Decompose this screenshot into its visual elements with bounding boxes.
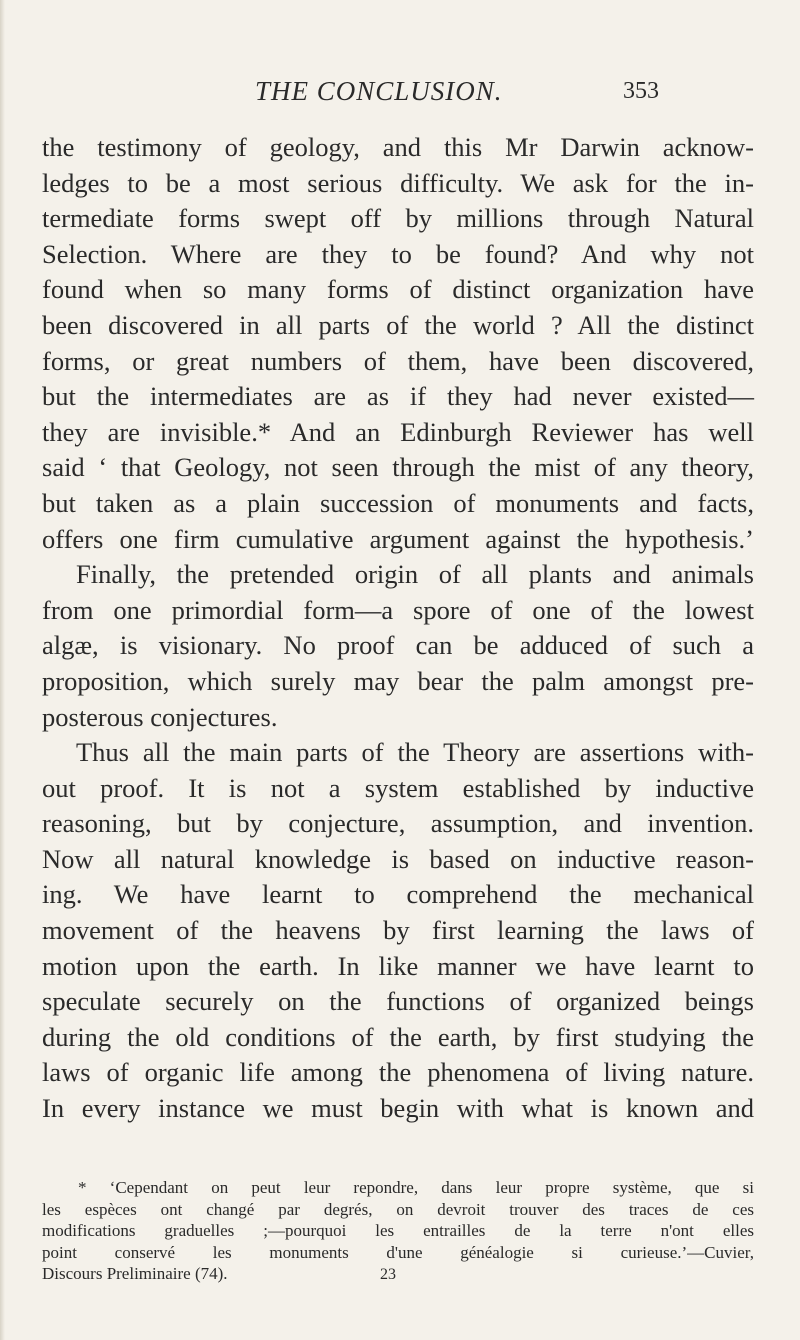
- text-line: reasoning, but by conjecture, assumption, and invention.: [42, 808, 754, 839]
- text-line: been discovered in all parts of the world ? All the distinct: [42, 309, 754, 340]
- text-line: Now all natural knowledge is based on inductive reason-: [42, 843, 754, 874]
- running-head: THE CONCLUSION.: [255, 76, 503, 106]
- footnote-line: * ‘Cependant on peut leur repondre, dans leur propre système, que si: [78, 1178, 754, 1197]
- text-line: motion upon the earth. In like manner we have learnt to: [42, 950, 754, 981]
- page-number: 353: [623, 78, 659, 104]
- text-line: during the old conditions of the earth, by first studying the: [42, 1021, 754, 1052]
- text-line: Selection. Where are they to be found? And why not: [42, 238, 754, 269]
- text-line: In every instance we must begin with what is known and: [42, 1093, 754, 1124]
- text-line: the testimony of geology, and this Mr Darwin acknow-: [42, 132, 754, 162]
- text-line: termediate forms swept off by millions through Natural: [42, 203, 754, 234]
- text-line: said ‘ that Geology, not seen through the mist of any theory,: [42, 452, 754, 483]
- footnote-line: Discours Preliminaire (74).: [42, 1264, 228, 1283]
- binding-edge: [0, 0, 5, 1340]
- text-line: offers one firm cumulative argument against the hypothesis.’: [42, 523, 754, 554]
- text-line: ing. We have learnt to comprehend the mechanical: [42, 879, 754, 910]
- text-line: posterous conjectures.: [42, 701, 278, 732]
- text-line: Finally, the pretended origin of all plants and animals: [76, 559, 754, 590]
- text-line: from one primordial form—a spore of one of the lowest: [42, 594, 754, 625]
- text-line: Thus all the main parts of the Theory are assertions with-: [76, 737, 754, 768]
- text-line: laws of organic life among the phenomena of living nature.: [42, 1057, 754, 1088]
- text-line: found when so many forms of distinct organization have: [42, 274, 754, 305]
- text-line: forms, or great numbers of them, have been discovered,: [42, 345, 754, 376]
- text-line: movement of the heavens by first learning the laws of: [42, 915, 754, 946]
- text-line: speculate securely on the functions of organized beings: [42, 986, 754, 1017]
- page-header: [0, 76, 800, 116]
- footnote-line: modifications graduelles ;—pourquoi les entrailles de la terre n'ont elles: [42, 1221, 754, 1240]
- body-text: [42, 130, 754, 1127]
- text-line: ledges to be a most serious difficulty. We ask for the in-: [42, 167, 754, 198]
- text-line: but taken as a plain succession of monuments and facts,: [42, 487, 754, 518]
- text-line: out proof. It is not a system established by inductive: [42, 772, 754, 803]
- footnote-line: les espèces ont changé par degrés, on devroit trouver des traces de ces: [42, 1199, 754, 1219]
- footnote-line: point conservé les monuments d'une généalogie si curieuse.’—Cuvier,: [42, 1242, 754, 1262]
- text-line: they are invisible.* And an Edinburgh Reviewer has well: [42, 416, 754, 447]
- signature-mark: 23: [380, 1266, 396, 1283]
- footnote: [42, 1177, 754, 1285]
- text-line: algæ, is visionary. No proof can be adduced of such a: [42, 630, 754, 661]
- text-line: proposition, which surely may bear the palm amongst pre-: [42, 665, 754, 696]
- text-line: but the intermediates are as if they had never existed—: [42, 381, 754, 412]
